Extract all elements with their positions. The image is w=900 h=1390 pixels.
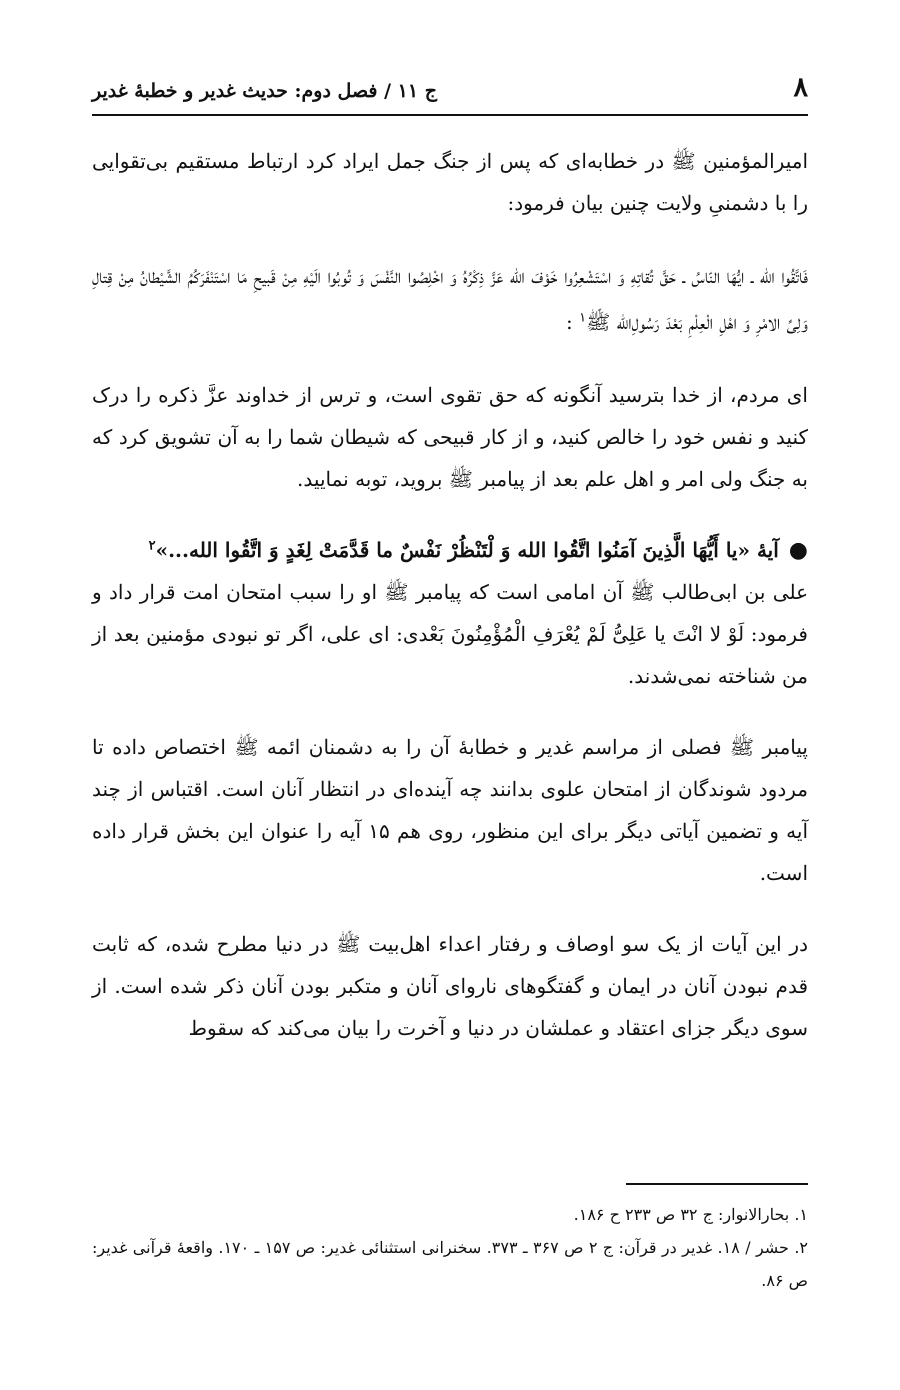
arabic-quote-colon: : xyxy=(565,310,573,334)
page-number: ۸ xyxy=(793,72,808,103)
verse-heading-text: آیهٔ «یا أَیُّهَا الَّذِینَ آمَنُوا اتَّقُوا الله وَ لْتَنْظُرْ نَفْسٌ ما قَدَّمَتْ لِغَدٍ وَ اتَّقُوا الله...» xyxy=(155,538,779,562)
paragraph-prophet: پیامبر ﷺ فصلی از مراسم غدیر و خطابهٔ آن را به دشمنان ائمه ﷺ اختصاص داده تا مردود شوندگان از امتحان علوی بدانند چه آینده‌ای در انتظار آنان است. اقتباس از چند آیه و تضمین آیاتی دیگر برای این منظور، روی هم ۱۵ آیه را عنوان این بخش قرار داده است. xyxy=(92,735,809,885)
footnote-divider xyxy=(626,1183,808,1185)
page-header xyxy=(92,70,808,116)
body-text xyxy=(92,140,808,1078)
bullet-icon: ● xyxy=(788,537,808,563)
footnote-ref-2: ۲ xyxy=(148,538,156,554)
footnotes xyxy=(92,1198,808,1297)
paragraph-ali: علی بن ابی‌طالب ﷺ آن امامی است که پیامبر ﷺ او را سبب امتحان امت قرار داد و فرمود: لَوْ لا انْتَ یا عَلِیُّ لَمْ یُعْرَفِ الْمُؤْمِنُونَ بَعْدی: ای علی، اگر تو نبودی مؤمنین بعد از من شناخته نمی‌شدند. xyxy=(92,580,808,688)
verse-heading xyxy=(92,529,808,571)
paragraph-intro: امیرالمؤمنین ﷺ در خطابه‌ای که پس از جنگ جمل ایراد کرد ارتباط مستقیم بی‌تقوایی را با دشمنیِ ولایت چنین بیان فرمود: xyxy=(92,149,808,215)
arabic-quote xyxy=(92,253,808,345)
running-title: ج ۱۱ / فصل دوم: حدیث غدیر و خطبهٔ غدیر xyxy=(92,80,437,102)
footnote-1: ۱. بحارالانوار: ج ۳۲ ص ۲۳۳ ح ۱۸۶. xyxy=(573,1205,808,1224)
paragraph-verses: در این آیات از یک سو اوصاف و رفتار اعداء اهل‌بیت ﷺ در دنیا مطرح شده، که ثابت قدم نبودن آنان در ایمان و گفتگوهای ناروای آنان و متکبر بودن آنان ذکر شده است. از سوی دیگر جزای اعتقاد و عملشان در دنیا و آخرت را بیان می‌کند که سقوط xyxy=(92,932,808,1040)
arabic-quote-text: فَاتَّقُوا الله ـ ایُّهَا النّاسُ ـ حَقَّ تُقاتِهِ وَ اسْتَشْعِرُوا خَوْفَ الله عَزَّ ذِکْرُهُ وَ اخْلِصُوا النَّفْسَ وَ تُوبُوا الَیْهِ مِنْ قَبیحِ مَا اسْتَنْفَرَکُمُ الشَّیْطانُ مِنْ قِتالِ وَلِیِّ الامْرِ وَ اهْلِ الْعِلْمِ بَعْدَ رَسُولِ‌الله ﷺ xyxy=(92,264,808,334)
paragraph-translation: ای مردم، از خدا بترسید آنگونه که حق تقوی است، و ترس از خداوند عزَّ ذکره را درک کنید و نفس خود را خالص کنید، و از کار قبیحی که شیطان شما را به آن تشویق کرد که به جنگ ولی امر و اهل علم بعد از پیامبر ﷺ بروید، توبه نمایید. xyxy=(92,383,808,491)
footnote-2: ۲. حشر / ۱۸. غدیر در قرآن: ج ۲ ص ۳۶۷ ـ ۳۷۳. سخنرانی استثنائی غدیر: ص ۱۵۷ ـ ۱۷۰. واقعهٔ قرآنی غدیر: ص ۸۶. xyxy=(92,1238,808,1290)
footnote-ref-1: ۱ xyxy=(579,310,587,326)
